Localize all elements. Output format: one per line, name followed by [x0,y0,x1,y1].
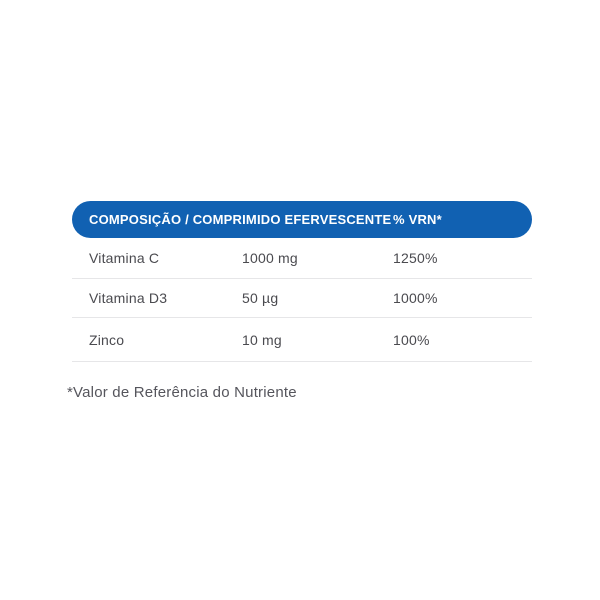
nutrient-name: Vitamina C [89,250,160,266]
table-row [72,238,532,279]
table-row [72,279,532,318]
table-row [72,318,532,362]
nutrient-amount: 10 mg [242,331,282,348]
footnote: *Valor de Referência do Nutriente [67,384,297,401]
nutrient-name: Zinco [89,331,125,348]
composition-table [72,201,532,362]
nutrient-vrn: 100% [393,331,430,348]
header-title: COMPOSIÇÃO / COMPRIMIDO EFERVESCENTE [89,212,392,227]
table-header [72,201,532,238]
nutrient-amount: 1000 mg [242,250,298,266]
nutrient-vrn: 1000% [393,290,438,306]
header-vrn-label: % VRN* [393,212,442,227]
nutrient-name: Vitamina D3 [89,290,168,306]
nutrient-vrn: 1250% [393,250,438,266]
nutrient-amount: 50 µg [242,290,279,306]
